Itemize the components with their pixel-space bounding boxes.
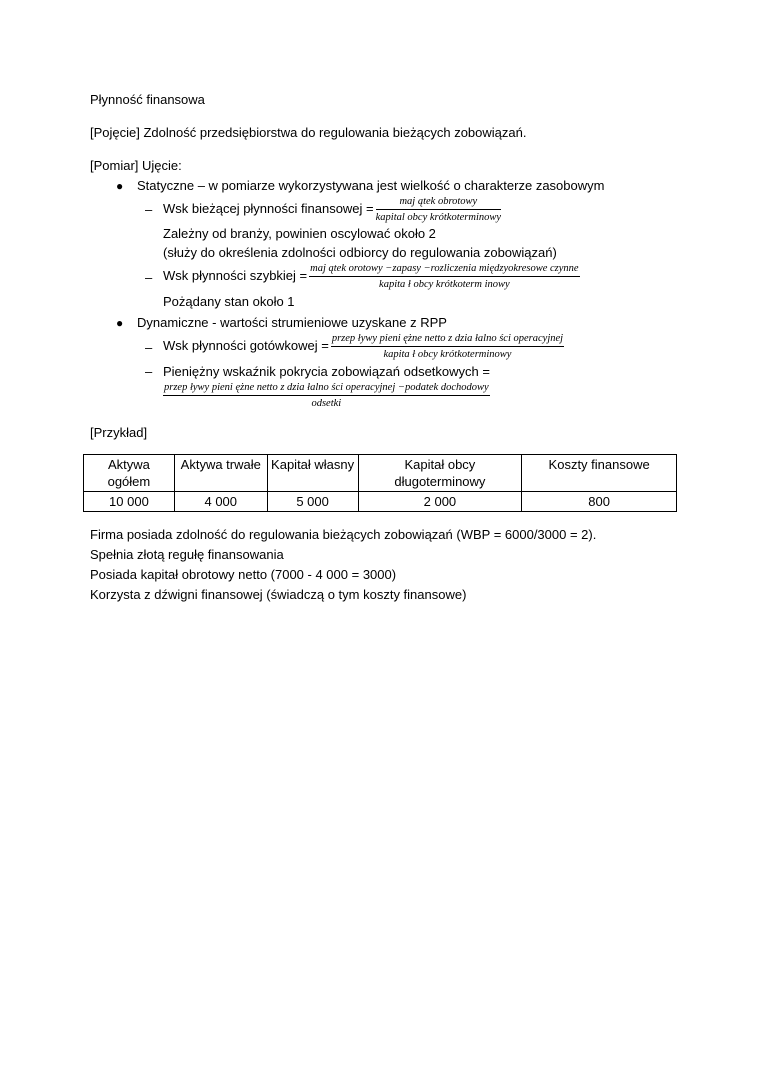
current-ratio-fraction — [376, 195, 501, 224]
table-cell: 2 000 — [358, 492, 522, 512]
table-cell: 5 000 — [267, 492, 358, 512]
dash-icon: – — [145, 364, 153, 379]
dash-icon: – — [145, 202, 153, 217]
quick-ratio-denominator: kapita ł obcy krótkoterm inowy — [379, 279, 510, 290]
conclusion-line: Posiada kapitał obrotowy netto (7000 - 4 000 = 3000) — [90, 567, 397, 582]
conclusion-line: Korzysta z dźwigni finansowej (świadczą o tym koszty finansowe) — [90, 587, 467, 602]
cash-ratio-numerator: przep ływy pieni ężne netto z dzia łalno ści operacyjnej — [331, 332, 564, 347]
table-row — [84, 492, 677, 512]
page-title: Płynność finansowa — [90, 92, 205, 107]
interest-coverage-numerator: przep ływy pieni ężne netto z dzia łalno ści operacyjnej −podatek dochodowy — [163, 381, 490, 396]
table-header-cell: Aktywa trwałe — [174, 455, 267, 492]
quick-ratio-label: Wsk płynności szybkiej = — [163, 267, 308, 283]
example-table — [83, 454, 677, 512]
interest-coverage-fraction — [163, 381, 490, 410]
interest-coverage-formula — [163, 381, 490, 410]
cash-ratio-label: Wsk płynności gotówkowej = — [163, 337, 329, 353]
dash-icon: – — [145, 340, 153, 355]
table-header-cell: Kapitał własny — [267, 455, 358, 492]
current-ratio-note: Zależny od branży, powinien oscylować około 2 — [163, 226, 436, 241]
cash-ratio-formula — [163, 332, 564, 361]
bullet-icon: ● — [116, 316, 124, 330]
table-header-cell: Kapitał obcy długoterminowy — [358, 455, 522, 492]
table-header-cell: Aktywa ogółem — [84, 455, 175, 492]
quick-ratio-fraction — [309, 262, 579, 291]
quick-ratio-formula — [163, 262, 580, 291]
current-ratio-label: Wsk bieżącej płynności finansowej = — [163, 200, 374, 216]
interest-coverage-label: Pieniężny wskaźnik pokrycia zobowiązań odsetkowych = — [163, 364, 490, 379]
interest-coverage-denominator: odsetki — [311, 398, 342, 409]
current-ratio-denominator: kapital obcy krótkoterminowy — [375, 212, 502, 223]
quick-ratio-note: Pożądany stan około 1 — [163, 294, 295, 309]
conclusion-line: Spełnia złotą regułę finansowania — [90, 547, 284, 562]
table-header-row — [84, 455, 677, 492]
current-ratio-note-2: (służy do określenia zdolności odbiorcy do regulowania zobowiązań) — [163, 245, 557, 260]
cash-ratio-fraction — [331, 332, 564, 361]
quick-ratio-numerator: maj ątek orotowy −zapasy −rozliczenia międzyokresowe czynne — [309, 262, 579, 277]
definition-text: [Pojęcie] Zdolność przedsiębiorstwa do regulowania bieżących zobowiązań. — [90, 125, 527, 140]
conclusion-line: Firma posiada zdolność do regulowania bieżących zobowiązań (WBP = 6000/3000 = 2). — [90, 527, 597, 542]
cash-ratio-denominator: kapita ł obcy krótkoterminowy — [383, 349, 512, 360]
dynamic-approach-label: Dynamiczne - wartości strumieniowe uzyskane z RPP — [137, 315, 447, 330]
measure-heading: [Pomiar] Ujęcie: — [90, 158, 182, 173]
current-ratio-numerator: maj ątek obrotowy — [376, 195, 501, 210]
static-approach-label: Statyczne – w pomiarze wykorzystywana jest wielkość o charakterze zasobowym — [137, 178, 605, 193]
bullet-icon: ● — [116, 179, 124, 193]
current-ratio-formula — [163, 195, 501, 224]
table-header-cell: Koszty finansowe — [522, 455, 677, 492]
table-cell: 800 — [522, 492, 677, 512]
dash-icon: – — [145, 270, 153, 285]
table-cell: 4 000 — [174, 492, 267, 512]
table-cell: 10 000 — [84, 492, 175, 512]
example-heading: [Przykład] — [90, 425, 148, 440]
